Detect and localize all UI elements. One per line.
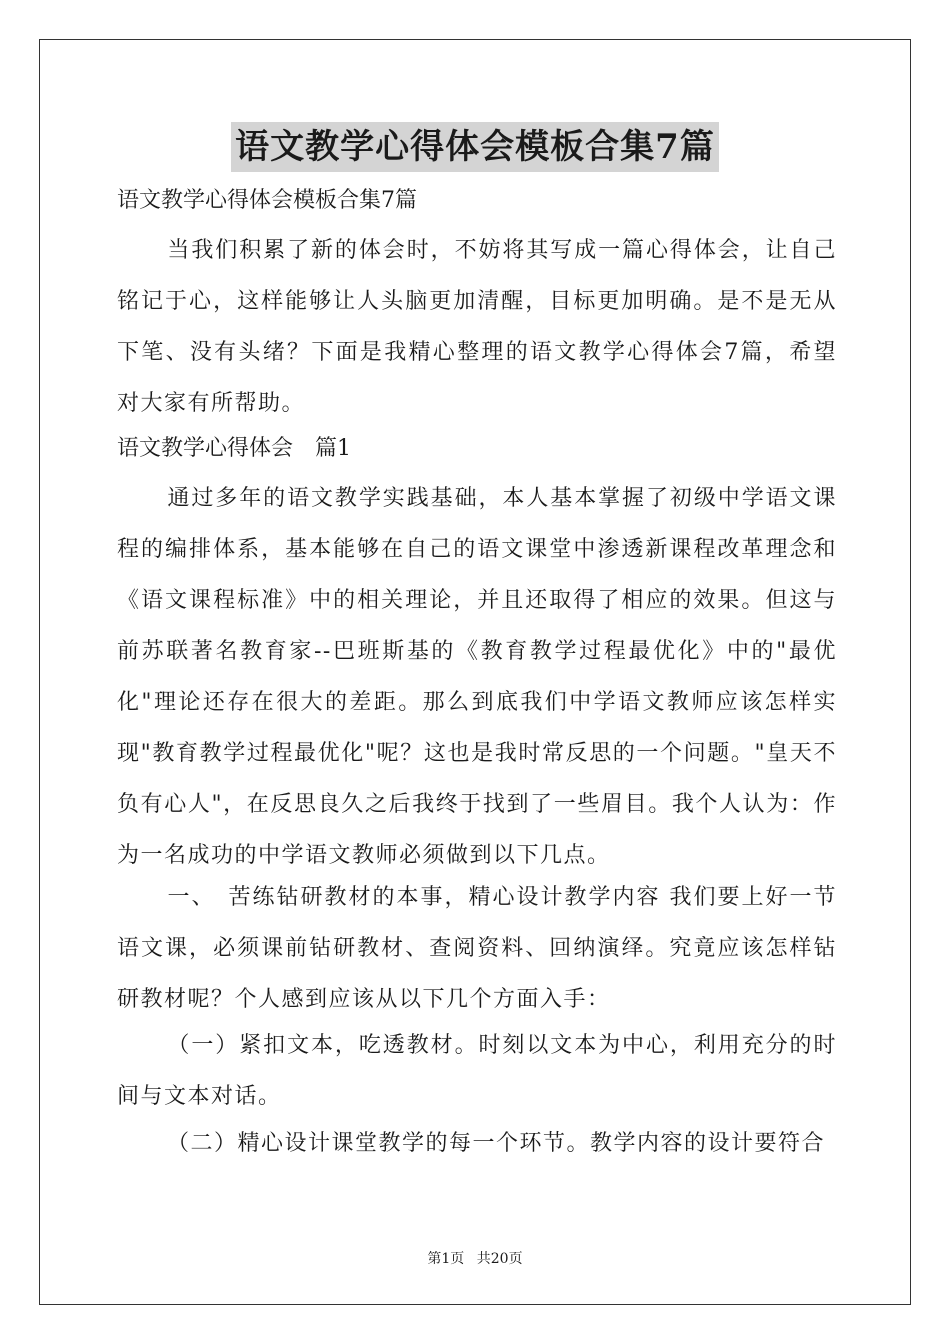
page-footer [0,1248,950,1268]
body-paragraph [117,1020,837,1122]
paragraph-text: 通过多年的语文教学实践基础，本人基本掌握了初级中学语文课程的编排体系，基本能够在自己的语文课堂中渗透新课程改革理念和《语文课程标准》中的相关理论，并且还取得了相应的效果。但这与前苏联著名教育家--巴班斯基的《教育教学过程最优化》中的"最优化"理论还存在很大的差距。那么到底我们中学语文教师应该怎样实现"教育教学过程最优化"呢？这也是我时常反思的一个问题。"皇天不负有心人"，在反思良久之后我终于找到了一些眉目。我个人认为：作为一名成功的中学语文教师必须做到以下几点。 [117,486,837,868]
page-number: 第1页 [427,1251,465,1267]
body-paragraph [117,1118,837,1169]
title-container [0,122,950,172]
section-heading: 语文教学心得体会 篇1 [117,436,351,461]
document-title: 语文教学心得体会模板合集7篇 [231,122,719,172]
paragraph-text: 一、 苦练钻研教材的本事，精心设计教学内容 我们要上好一节语文课，必须课前钻研教材、查阅资料、回纳演绎。究竟应该怎样钻研教材呢？个人感到应该从以下几个方面入手： [117,885,837,1012]
document-subtitle: 语文教学心得体会模板合集7篇 [117,188,417,213]
body-paragraph [117,872,837,1025]
page-total: 共20页 [476,1251,523,1267]
intro-paragraph [117,225,837,429]
paragraph-text: （二）精心设计课堂教学的每一个环节。教学内容的设计要符合 [167,1131,826,1156]
intro-text: 当我们积累了新的体会时，不妨将其写成一篇心得体会，让自己铭记于心，这样能够让人头脑更加清醒，目标更加明确。是不是无从下笔、没有头绪？下面是我精心整理的语文教学心得体会7篇，希望对大家有所帮助。 [117,238,837,416]
paragraph-text: （一）紧扣文本，吃透教材。时刻以文本为中心，利用充分的时间与文本对话。 [117,1033,837,1109]
body-paragraph [117,473,837,881]
